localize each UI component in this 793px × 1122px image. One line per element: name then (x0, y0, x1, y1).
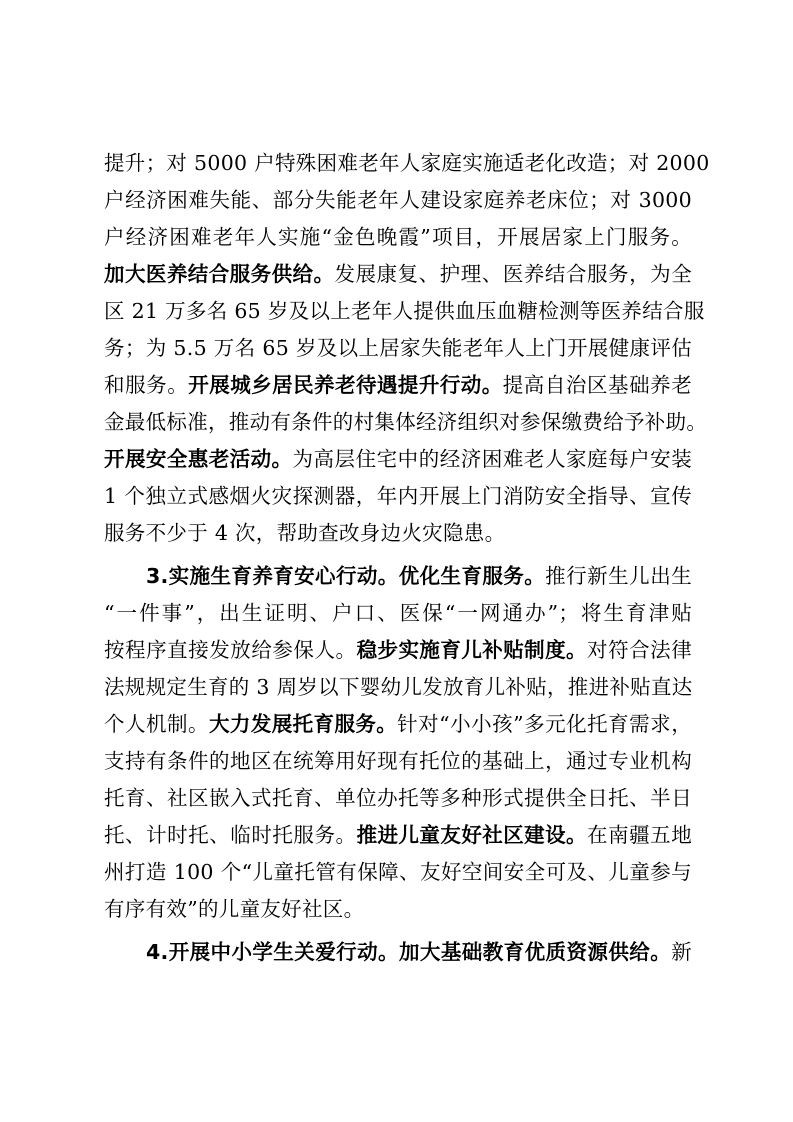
text-run: 服务不少于 4 次，帮助查改身边火灾隐患。 (104, 521, 506, 545)
text-line-11 (104, 516, 692, 550)
text-line-6 (104, 331, 692, 365)
text-run: 支持有条件的地区在统筹用好现有托位的基础上，通过专业机构 (104, 749, 692, 773)
text-line-8 (104, 405, 708, 439)
text-run: 新 (671, 940, 692, 964)
text-line-10 (104, 479, 692, 513)
bold-heading: 大力发展托育服务。 (209, 712, 398, 736)
text-run: 托、计时托、临时托服务。 (104, 823, 357, 847)
bold-heading: 加大基础教育优质资源供给。 (399, 940, 672, 964)
bold-heading: 推进儿童友好社区建设。 (356, 823, 588, 847)
text-run: 区 21 万多名 65 岁及以上老年人提供血压血糖检测等医养结合服 (104, 299, 705, 323)
text-run: 金最低标准，推动有条件的村集体经济组织对参保缴费给予补助。 (104, 410, 708, 434)
text-line-7 (104, 368, 692, 402)
text-run: 户经济困难失能、部分失能老年人建设家庭养老床位；对 3000 (104, 188, 692, 212)
text-line-19 (104, 818, 692, 852)
text-line-9 (104, 442, 692, 476)
text-run: 1 个独立式感烟火灾探测器，年内开展上门消防安全指导、宣传 (104, 484, 692, 508)
text-line-14 (104, 633, 692, 667)
bold-heading: 稳步实施育儿补贴制度。 (356, 638, 588, 662)
text-run: 发展康复、护理、医养结合服务，为全 (334, 262, 692, 286)
bold-heading: 开展城乡居民养老待遇提升行动。 (188, 373, 503, 397)
text-line-21 (104, 892, 692, 926)
text-run: 个人机制。 (104, 712, 210, 736)
text-line-3 (104, 220, 692, 254)
text-run: 务；为 5.5 万名 65 岁及以上居家失能老年人上门开展健康评估 (104, 336, 692, 360)
bold-heading: 加大医养结合服务供给。 (104, 262, 335, 286)
text-run: 按程序直接发放给参保人。 (104, 638, 357, 662)
text-line-22 (146, 935, 692, 969)
text-run: 提高自治区基础养老 (502, 373, 693, 397)
text-line-4 (104, 257, 692, 291)
text-run: 托育、社区嵌入式托育、单位办托等多种形式提供全日托、半日 (104, 786, 692, 810)
text-line-5 (104, 294, 705, 328)
text-run: 和服务。 (104, 373, 189, 397)
text-run: “一件事”，出生证明、户口、医保“一网通办”；将生育津贴 (104, 601, 692, 625)
text-run: 推行新生儿出生 (545, 564, 693, 588)
text-line-16 (104, 707, 692, 741)
bold-heading: 开展安全惠老活动。 (104, 447, 293, 471)
text-run: 为高层住宅中的经济困难老人家庭每户安装 (292, 447, 692, 471)
text-run: 有序有效”的儿童友好社区。 (104, 897, 365, 921)
section-heading: 4.开展中小学生关爱行动。 (146, 940, 399, 964)
text-line-15 (104, 670, 692, 704)
text-run: 州打造 100 个“儿童托管有保障、友好空间安全可及、儿童参与 (104, 860, 692, 884)
text-run: 法规规定生育的 3 周岁以下婴幼儿发放育儿补贴，推进补贴直达 (104, 675, 693, 699)
text-line-1 (104, 146, 710, 180)
text-line-20 (104, 855, 692, 889)
text-line-13 (104, 596, 692, 630)
text-line-2 (104, 183, 692, 217)
text-run: 户经济困难老年人实施“金色晚霞”项目，开展居家上门服务。 (104, 225, 692, 249)
text-run: 对符合法律 (587, 638, 693, 662)
text-line-17 (104, 744, 692, 778)
text-line-12 (146, 559, 692, 593)
text-run: 针对“小小孩”多元化托育需求， (397, 712, 692, 736)
text-run: 提升；对 5000 户特殊困难老年人家庭实施适老化改造；对 2000 (104, 151, 710, 175)
bold-heading: 优化生育服务。 (398, 564, 546, 588)
section-heading: 3.实施生育养育安心行动。 (146, 564, 399, 588)
text-run: 在南疆五地 (587, 823, 693, 847)
text-line-18 (104, 781, 692, 815)
